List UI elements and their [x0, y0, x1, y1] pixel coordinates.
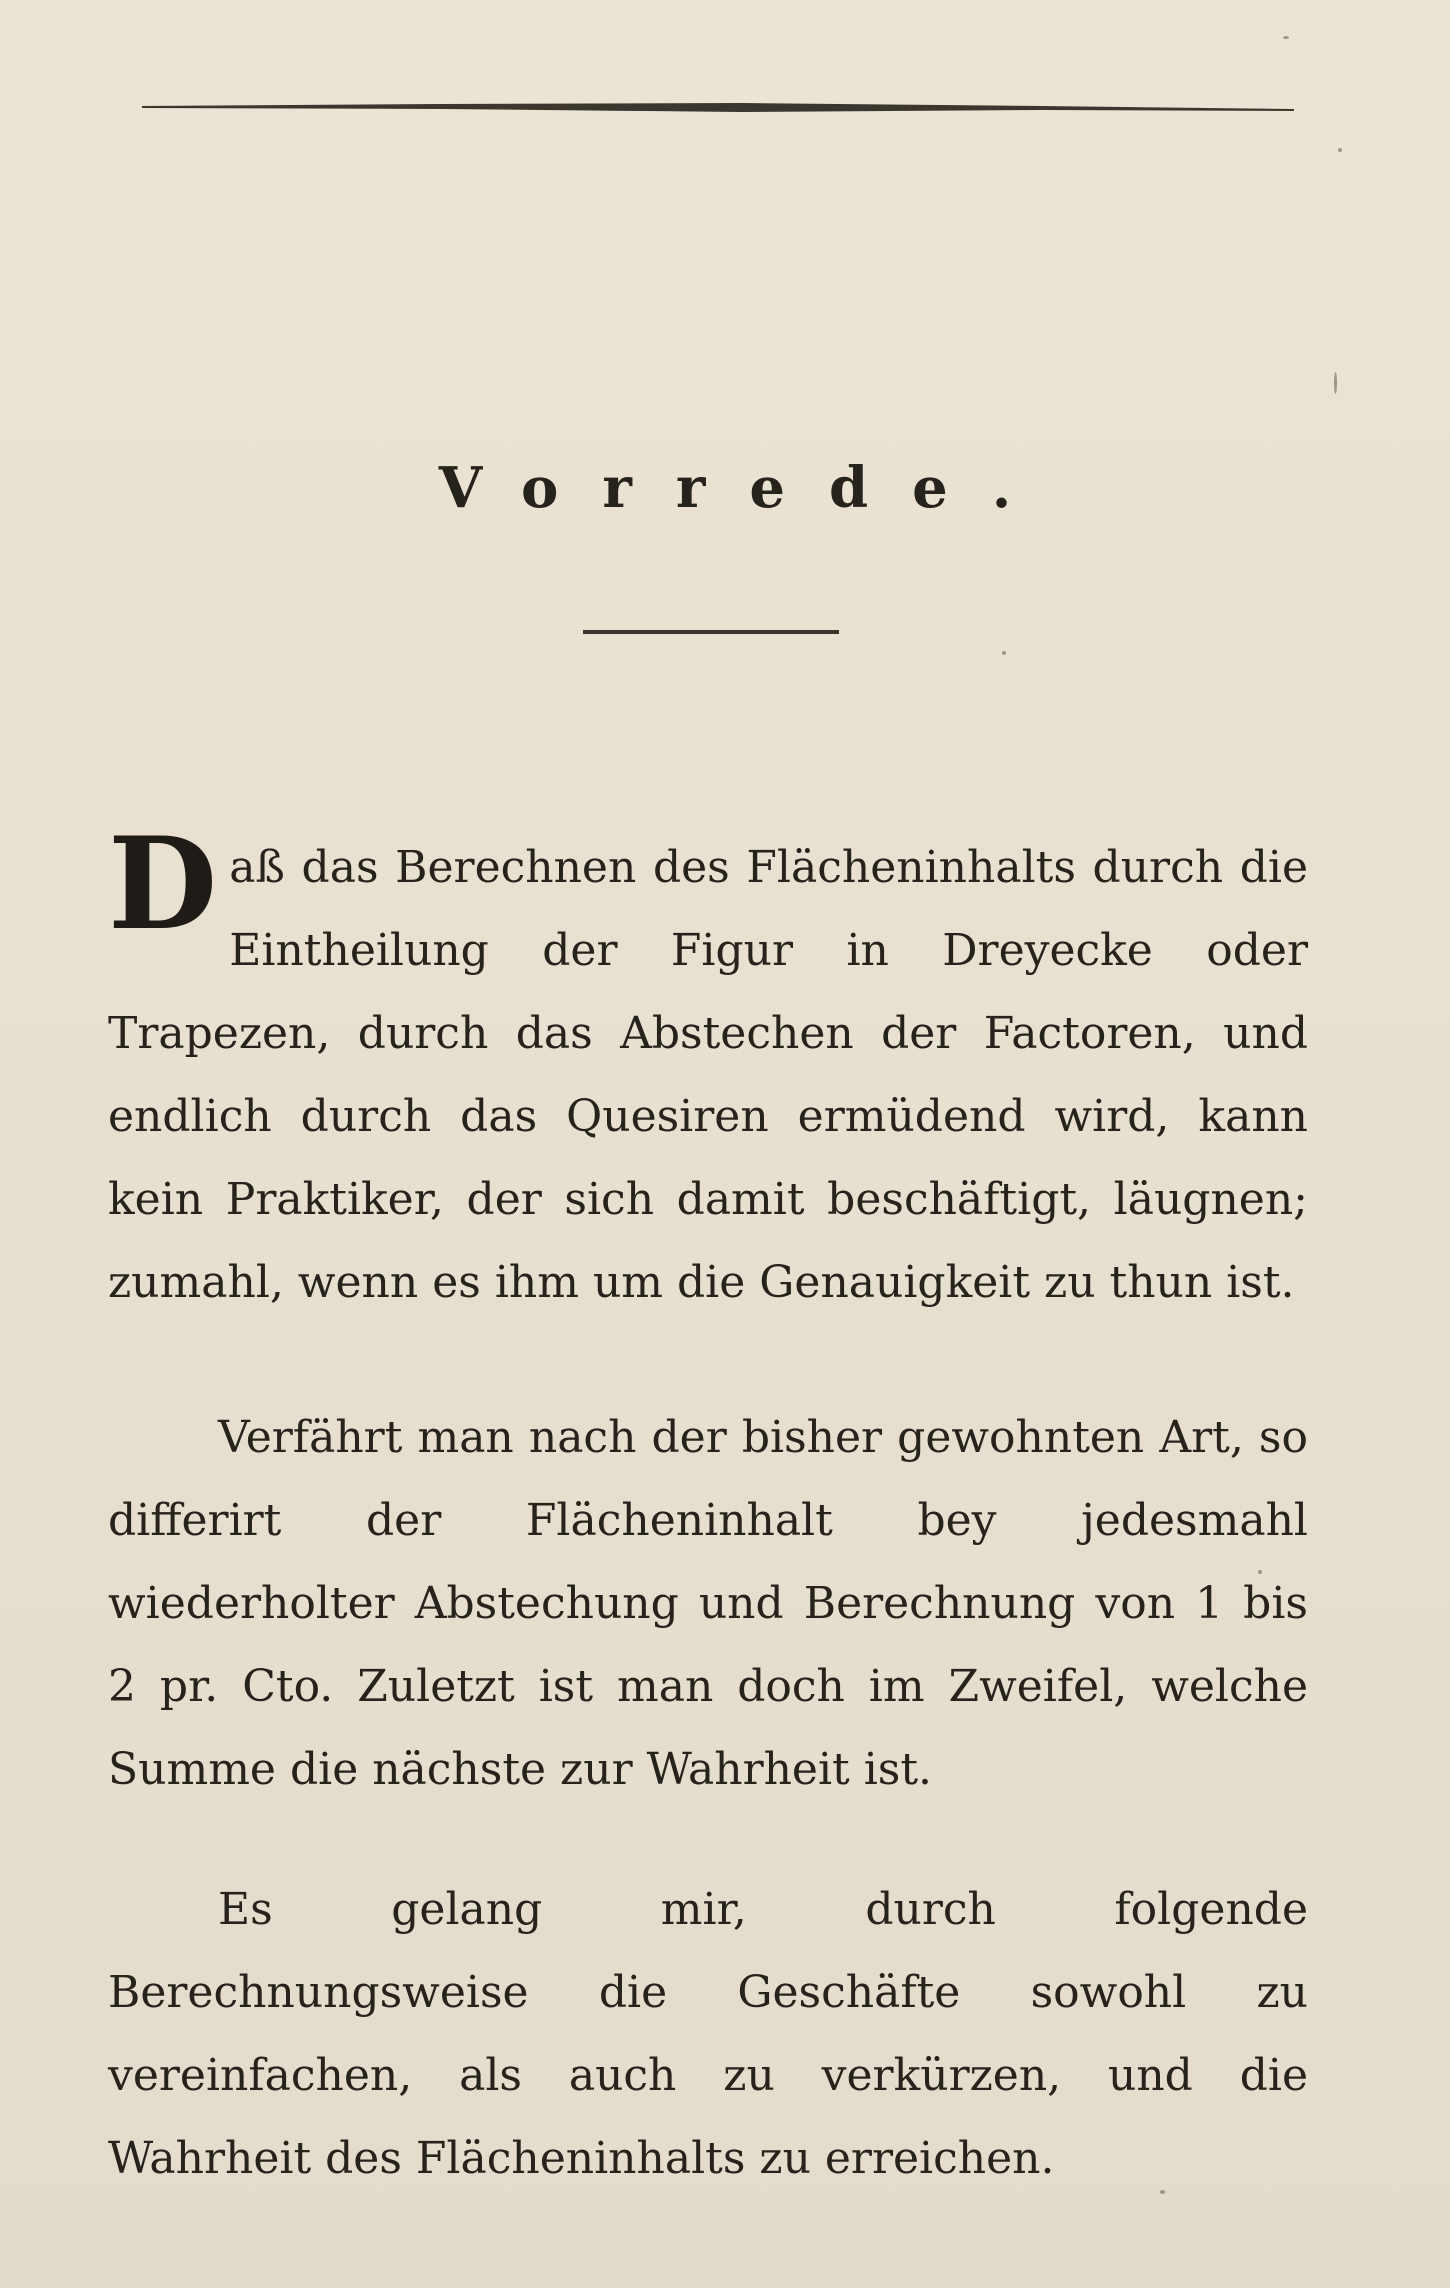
paragraph-1-text: aß das Berechnen des Flächeninhalts durch die Eintheilung der Figur in Dreyecke oder Trapezen, durch das Abstechen der Factoren, und endlich durch das Quesiren ermüdend wird, kann kein Praktiker, der sich damit beschäftigt, läugnen; zumahl, wenn es ihm um die Genauigkeit zu thun ist. [108, 842, 1308, 1308]
paper-speck [1258, 1570, 1262, 1574]
paper-speck [1002, 651, 1006, 655]
paper-speck [1283, 36, 1289, 39]
page-title: Vorrede. [438, 455, 1056, 521]
paper-speck [1338, 148, 1342, 152]
paragraph-2: Verfährt man nach der bisher gewohnten Art, so differirt der Flächeninhalt bey jedesmahl wiederholter Abstechung und Berechnung von 1 bis 2 pr. Cto. Zuletzt ist man doch im Zweifel, welche Summe die nächste zur Wahrheit ist. [108, 1412, 1308, 1795]
paragraph-1 [108, 810, 1308, 1324]
drop-cap: D [108, 810, 218, 958]
paper-speck [1334, 372, 1337, 394]
top-ornament-rule [142, 100, 1294, 114]
title-divider [583, 630, 839, 634]
paper-speck [1160, 2190, 1165, 2194]
paragraph-3: Es gelang mir, durch folgende Berechnungsweise die Geschäfte sowohl zu vereinfachen, als auch zu verkürzen, und die Wahrheit des Flächeninhalts zu erreichen. [108, 1884, 1308, 2184]
